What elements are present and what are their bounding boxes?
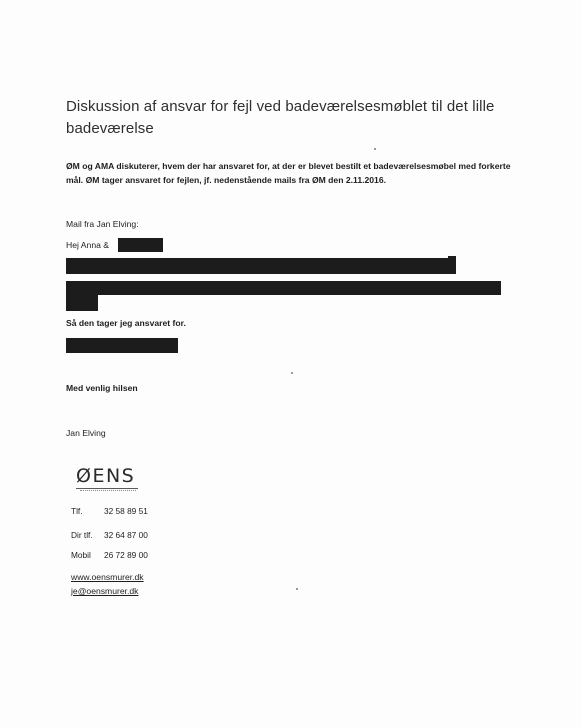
signer-name: Jan Elving [66, 428, 106, 438]
contact-row-mobile [71, 550, 148, 560]
responsibility-sentence: Så den tager jeg ansvaret for. [66, 318, 186, 328]
email-link[interactable]: je@oensmurer.dk [71, 586, 139, 596]
document-title: Diskussion af ansvar for fejl ved badeværelsesmøblet til det lille badeværelse [66, 98, 495, 137]
direct-phone-value: 32 64 87 00 [104, 530, 148, 540]
mobile-label: Mobil [71, 550, 91, 560]
scan-speck [296, 588, 298, 590]
contact-row-direct [71, 530, 148, 540]
direct-phone-label: Dir tlf. [71, 530, 93, 540]
logo-text: ØENS [76, 465, 136, 487]
greeting-text: Hej Anna & [66, 240, 109, 250]
redaction-block [66, 338, 178, 353]
scan-speck [291, 372, 293, 374]
mobile-value: 26 72 89 00 [104, 550, 148, 560]
phone-value: 32 58 89 51 [104, 506, 148, 516]
oens-logo [76, 466, 156, 496]
redaction-block [66, 281, 501, 295]
closing-regards: Med venlig hilsen [66, 383, 138, 393]
intro-paragraph: ØM og AMA diskuterer, hvem der har ansvaret for, at der er blevet bestilt et badeværelsesmøbel med forkerte mål. ØM tager ansvaret for fejlen, jf. nedenstående mails fra ØM den 2.11.2016. [66, 161, 511, 185]
logo-tagline-dots [80, 487, 136, 491]
scan-speck [374, 148, 376, 150]
redaction-block [118, 238, 163, 252]
phone-label: Tlf. [71, 506, 83, 516]
redaction-block [66, 293, 98, 311]
redaction-block [448, 256, 456, 274]
website-link[interactable]: www.oensmurer.dk [71, 572, 144, 582]
redaction-block [66, 258, 455, 274]
mail-from-label: Mail fra Jan Elving: [66, 219, 139, 229]
contact-row-phone [71, 506, 148, 516]
